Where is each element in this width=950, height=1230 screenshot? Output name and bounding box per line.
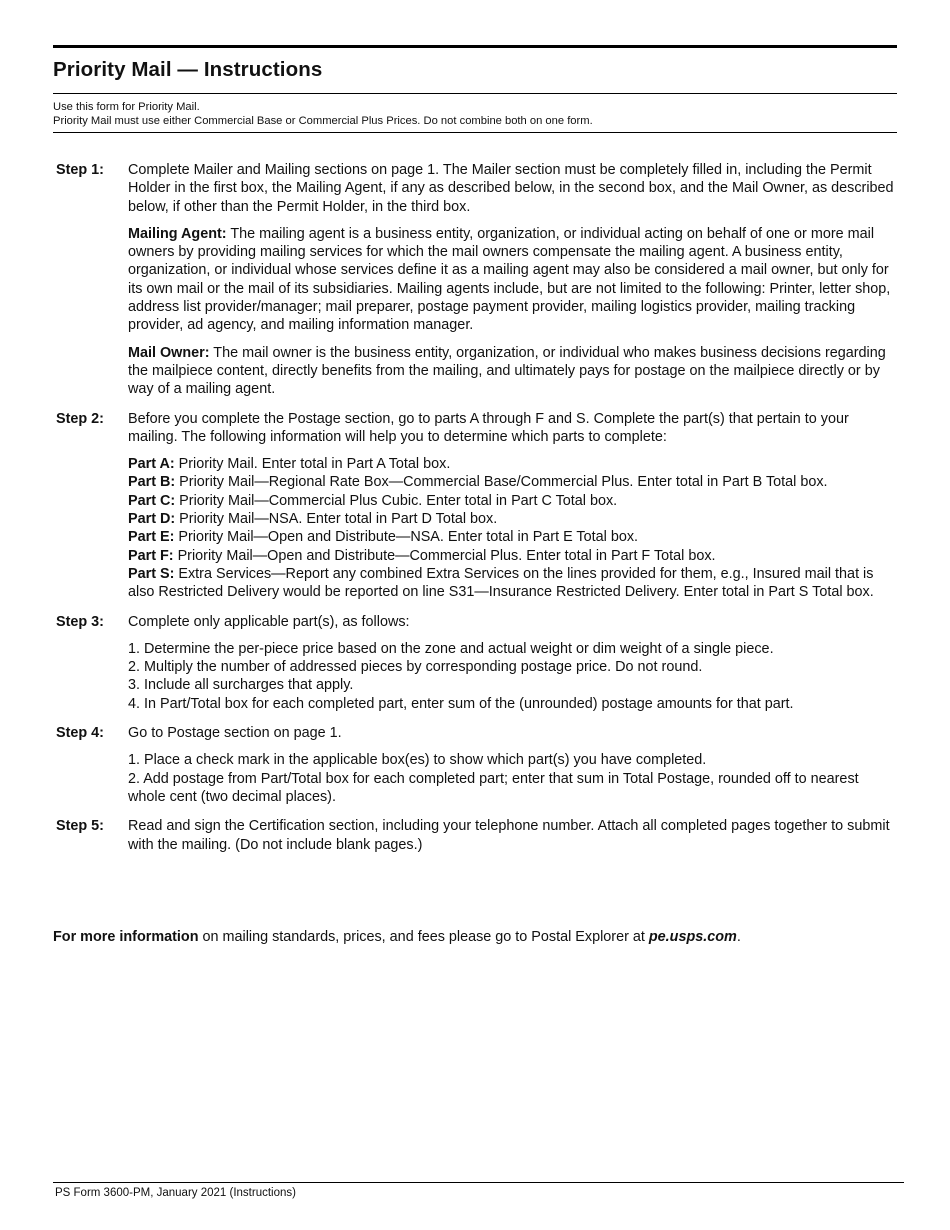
part-text: Priority Mail—NSA. Enter total in Part D Total box. [175,511,498,528]
list-item: 2. Add postage from Part/Total box for each completed part; enter that sum in Total Postage, rounded off to nearest whole cent (two decimal places). [128,770,859,805]
part-item [128,528,894,546]
part-item [128,473,894,491]
part-term: Part A: [128,456,175,473]
mail-owner-definition [128,344,894,399]
step-text: Complete only applicable part(s), as follows: [128,613,410,630]
intro-line: Use this form for Priority Mail. [53,101,200,113]
part-term: Part S: [128,565,175,582]
steps-list [56,161,894,865]
footer-rule [53,1182,904,1183]
parts-list [128,455,894,601]
page-title: Priority Mail — Instructions [53,58,323,81]
mailing-agent-definition [128,225,894,335]
step-text: Complete Mailer and Mailing sections on page 1. The Mailer section must be completely filled in, including the Permit Holder in the first box, the Mailing Agent, if any as described below, in the second box, and the Mail Owner, as described below, if other than the Permit Holder, in the third box. [128,162,894,215]
part-term: Part D: [128,511,176,528]
part-text: Priority Mail—Open and Distribute—NSA. Enter total in Part E Total box. [174,529,639,546]
form-footer: PS Form 3600-PM, January 2021 (Instructions) [55,1187,296,1199]
list-item: 1. Place a check mark in the applicable box(es) to show which part(s) you have completed. [128,752,707,769]
list-item: 4. In Part/Total box for each completed part, enter sum of the (unrounded) postage amounts for that part. [128,695,794,712]
title-divider [53,93,897,94]
step-body [128,613,894,713]
step-3 [56,613,894,713]
step-2 [56,410,894,602]
definition: The mailing agent is a business entity, organization, or individual acting on behalf of one or more mail owners by providing mailing services for which the mail owners compensate the mailing agent. A business entity, organization, or individual whose services define it as a mailing agent may also be considered a mail owner, but only for its own mail or the mail of its subsidiaries. Mailing agents include, but are not limited to the following: Printer, letter shop, address list provider/manager; mail preparer, postage payment provider, mailing logistics provider, mailing tracking provider, ad agency, and mailing information manager. [128,225,891,334]
step-body [128,817,894,854]
term: Mail Owner: [128,344,210,361]
part-text: Priority Mail. Enter total in Part A Total box. [174,456,451,473]
part-item [128,510,894,528]
more-info-end: . [736,929,741,945]
part-text: Extra Services—Report any combined Extra Services on the lines provided for them, e.g., Insured mail that is also Restricted Delivery would be reported on line S31—Insurance Restricted Delivery. Enter total in Part S Total box. [128,565,874,601]
more-information [53,928,741,946]
part-term: Part E: [128,529,175,546]
step-5 [56,817,894,854]
part-item [128,492,894,510]
list-item: 3. Include all surcharges that apply. [128,677,354,694]
step-text: Go to Postage section on page 1. [128,725,342,742]
instruction-list [128,640,894,713]
part-term: Part F: [128,547,174,564]
postal-explorer-link[interactable]: pe.usps.com [648,929,737,945]
part-term: Part C: [128,492,176,509]
step-label: Step 4: [56,725,104,742]
more-info-lead: For more information [53,929,199,945]
more-info-text: on mailing standards, prices, and fees please go to Postal Explorer at [198,929,649,945]
step-label: Step 2: [56,410,104,427]
list-item: 2. Multiply the number of addressed pieces by corresponding postage price. Do not round. [128,659,703,676]
step-label: Step 1: [56,162,104,178]
step-body [128,161,894,399]
step-4 [56,724,894,806]
step-text: Before you complete the Postage section, go to parts A through F and S. Complete the part(s) that pertain to your mailing. The following information will help you to determine which parts to complete: [128,410,849,445]
step-body [128,724,894,806]
intro-divider [53,132,897,133]
intro-line: Priority Mail must use either Commercial Base or Commercial Plus Prices. Do not combine both on one form. [53,115,593,127]
step-1 [56,161,894,399]
step-label: Step 3: [56,613,104,630]
step-label: Step 5: [56,818,104,835]
part-text: Priority Mail—Regional Rate Box—Commercial Base/Commercial Plus. Enter total in Part B Total box. [175,474,828,491]
part-text: Priority Mail—Commercial Plus Cubic. Enter total in Part C Total box. [175,492,618,509]
top-rule [53,45,897,48]
instruction-list [128,751,894,806]
list-item: 1. Determine the per-piece price based on the zone and actual weight or dim weight of a single piece. [128,640,774,657]
definition: The mail owner is the business entity, organization, or individual who makes business decisions regarding the mailpiece content, directly benefits from the mailing, and ultimately pays for postage on the mailpiece directly or by way of a mailing agent. [128,344,886,398]
term: Mailing Agent: [128,225,227,242]
part-item [128,455,894,473]
intro-notes [53,100,593,128]
part-text: Priority Mail—Open and Distribute—Commercial Plus. Enter total in Part F Total box. [173,547,716,564]
part-item [128,565,894,602]
part-item [128,547,894,565]
step-text: Read and sign the Certification section, including your telephone number. Attach all completed pages together to submit with the mailing. (Do not include blank pages.) [128,818,890,853]
part-term: Part B: [128,474,176,491]
step-body [128,410,894,602]
